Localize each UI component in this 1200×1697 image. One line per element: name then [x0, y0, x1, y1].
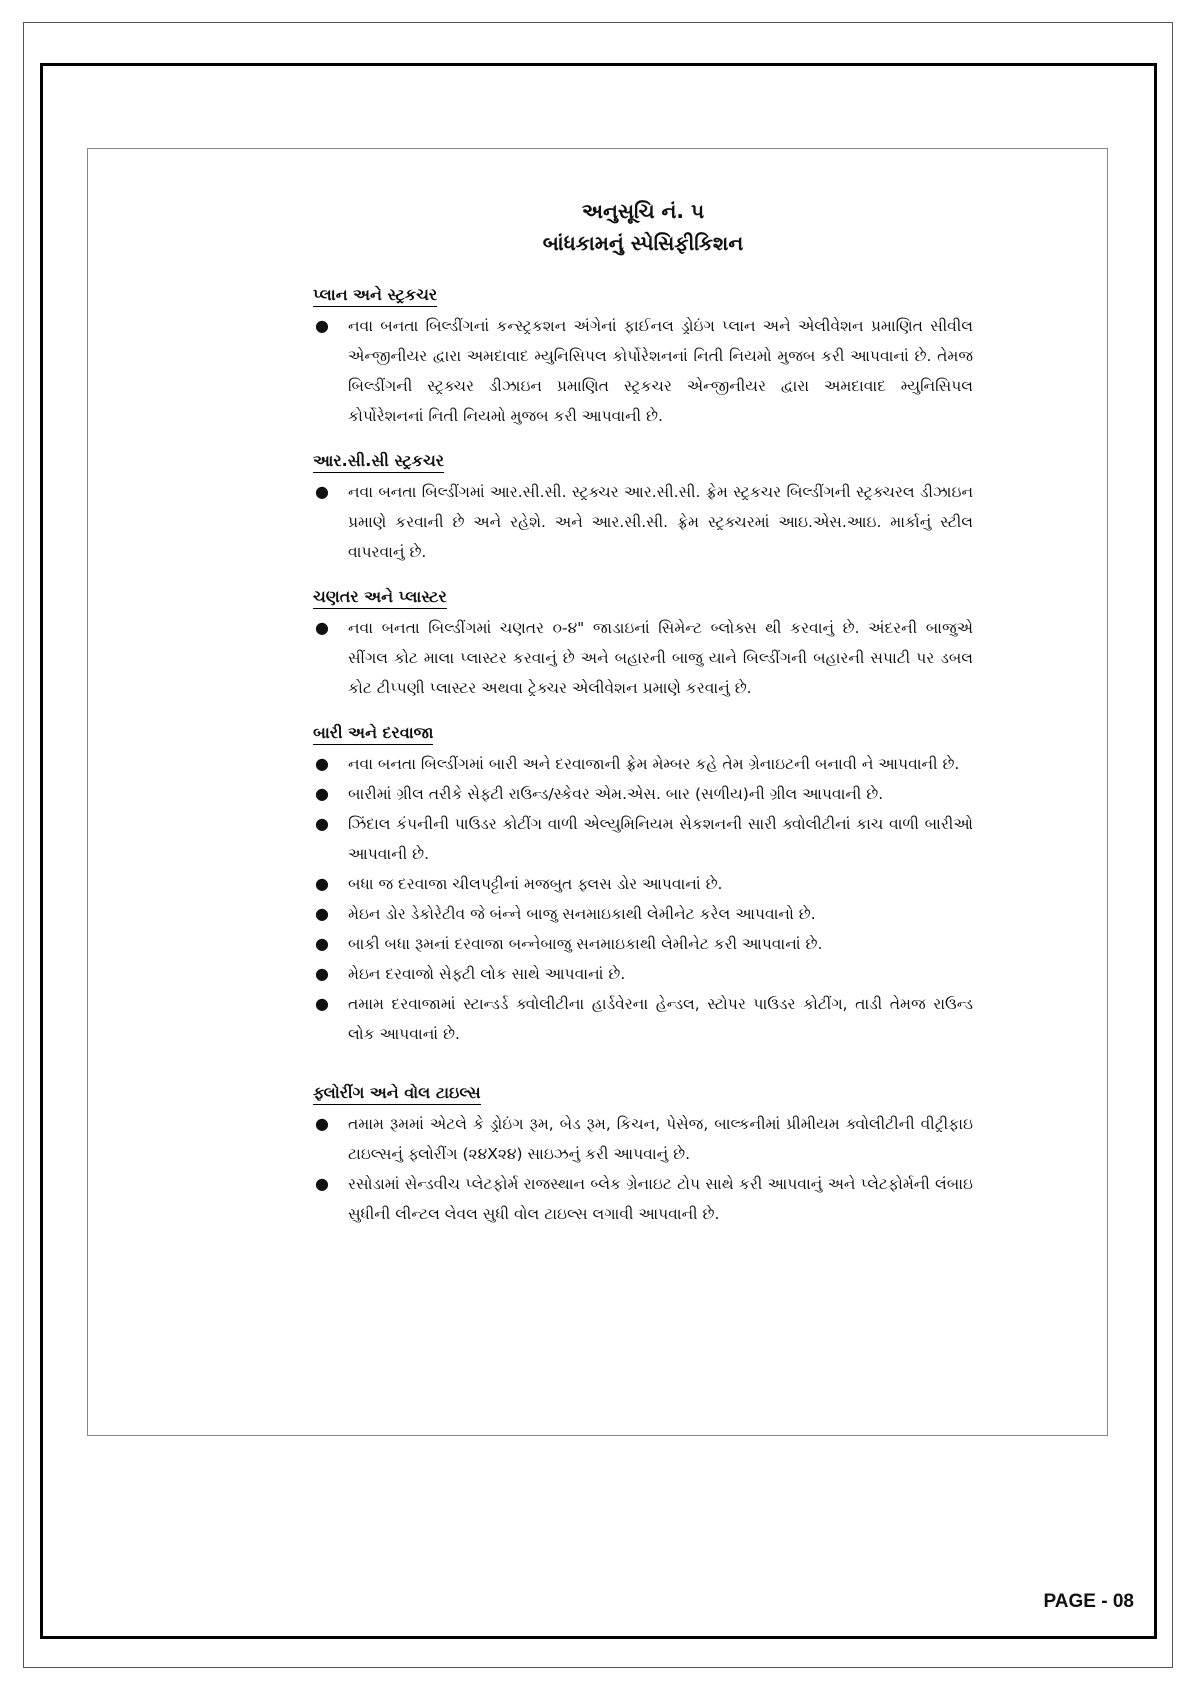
- item-text: તમામ રૂમમાં એટલે કે ડ્રોઇંગ રૂમ, બેડ રૂમ, કિચન, પેસેજ, બાલ્કનીમાં પ્રીમીયમ ક્વોલીટીની વીટ્રીફાઇ ટાઇલ્સનું ફ્લોરીંગ (૨૪X૨૪) સાઇઝનું કરી આપવાનું છે.: [348, 1115, 973, 1163]
- list-item: [313, 1169, 973, 1229]
- section-plan-structure: [313, 285, 973, 431]
- specification-title: બાંધકામનું સ્પેસિફીકિશન: [542, 231, 744, 255]
- bullet-list: [313, 1109, 973, 1229]
- page-number: PAGE - 08: [1043, 1591, 1134, 1612]
- bullet-icon: ●: [315, 814, 329, 833]
- section-heading: ફ્લોરીંગ અને વોલ ટાઇલ્સ: [313, 1083, 481, 1105]
- item-text: બધા જ દરવાજા ચીલપટ્ટીનાં મજબુત ફ્લસ ડોર આપવાનાં છે.: [348, 875, 723, 893]
- schedule-title: અનુસૂચિ નં. ૫: [581, 199, 705, 223]
- bullet-icon: ●: [315, 618, 329, 637]
- list-item: [313, 929, 973, 959]
- bullet-list: [313, 477, 973, 567]
- section-heading: ચણતર અને પ્લાસ્ટર: [313, 587, 447, 609]
- item-text: નવા બનતા બિલ્ડીંગમાં બારી અને દરવાજાની ફ્રેમ મેમ્બર કહે તેમ ગ્રેનાઇટની બનાવી ને આપવાની છે.: [348, 755, 960, 773]
- bullet-icon: ●: [315, 1114, 329, 1133]
- bullet-icon: ●: [315, 754, 329, 773]
- section-heading: બારી અને દરવાજા: [313, 723, 433, 745]
- list-item: [313, 311, 973, 431]
- item-text: ઝિંદાલ કંપનીની પાઉડર કોટીંગ વાળી એલ્યુમિનિયમ સેકશનની સારી ક્વોલીટીનાં કાચ વાળી બારીઓ આપવાની છે.: [348, 815, 973, 863]
- list-item: [313, 899, 973, 929]
- item-text: તમામ દરવાજામાં સ્ટાન્ડર્ડ ક્વોલીટીના હાર્ડવેરના હેન્ડલ, સ્ટોપર પાઉડર કોટીંગ, તાડી તેમજ રાઉન્ડ લોક આપવાનાં છે.: [348, 995, 973, 1043]
- bullet-icon: ●: [315, 964, 329, 983]
- section-flooring-tiles: [313, 1083, 973, 1229]
- item-text: મેઇન દરવાજો સેફ્ટી લોક સાથે આપવાનાં છે.: [348, 965, 626, 983]
- list-item: [313, 477, 973, 567]
- list-item: [313, 809, 973, 869]
- section-heading: આર.સી.સી સ્ટ્રકચર: [313, 451, 444, 473]
- section-masonry-plaster: [313, 587, 973, 703]
- item-text: નવા બનતા બિલ્ડીંગમાં ચણતર ૦-૪" જાડાઇનાં સિમેન્ટ બ્લોક્સ થી કરવાનું છે. અંદરની બાજુએ સીંગલ કોટ માલા પ્લાસ્ટર કરવાનું છે અને બહારની બાજુ યાને બિલ્ડીંગની બહારની સપાટી પર ડબલ કોટ ટીપ્પણી પ્લાસ્ટર અથવા ટ્રેક્ચર એલીવેશન પ્રમાણે કરવાનું છે.: [348, 619, 973, 697]
- bullet-icon: ●: [315, 1174, 329, 1193]
- list-item: [313, 959, 973, 989]
- item-text: નવા બનતા બિલ્ડીંગમાં આર.સી.સી. સ્ટ્રક્ચર આર.સી.સી. ફ્રેમ સ્ટ્રકચર બિલ્ડીંગની સ્ટ્રક્ચરલ ડીઝાઇન પ્રમાણે કરવાની છે અને રહેશે. અને આર.સી.સી. ફ્રેમ સ્ટ્રક્ચરમાં આઇ.એસ.આઇ. માર્કાનું સ્ટીલ વાપરવાનું છે.: [348, 483, 973, 561]
- section-heading: પ્લાન અને સ્ટ્રકચર: [313, 285, 437, 307]
- bullet-list: [313, 311, 973, 431]
- list-item: [313, 1109, 973, 1169]
- item-text: બાકી બધા રૂમનાં દરવાજા બન્નેબાજુ સનમાઇકાથી લેમીનેટ કરી આપવાનાં છે.: [348, 935, 823, 953]
- bullet-icon: ●: [315, 934, 329, 953]
- section-rcc-structure: [313, 451, 973, 567]
- item-text: નવા બનતા બિલ્ડીંગનાં કન્સ્ટ્રકશન અંગેનાં ફાઈનલ ડ્રોઇંગ પ્લાન અને એલીવેશન પ્રમાણિત સીવીલ એન્જીનીયર દ્વારા અમદાવાદ મ્યુનિસિપલ કોર્પોરેશનનાં નિતી નિયમો મુજબ કરી આપવાનાં છે. તેમજ બિલ્ડીંગની સ્ટ્રક્ચર ડીઝાઇન પ્રમાણિત સ્ટ્રકચર એન્જીનીયર દ્વારા અમદાવાદ મ્યુનિસિપલ કોર્પોરેશનનાં નિતી નિયમો મુજબ કરી આપવાની છે.: [348, 317, 973, 425]
- list-item: [313, 749, 973, 779]
- bullet-list: [313, 613, 973, 703]
- bullet-icon: ●: [315, 784, 329, 803]
- bullet-icon: ●: [315, 994, 329, 1013]
- item-text: મેઇન ડોર ડેકોરેટીવ જે બંન્ને બાજુ સનમાઇકાથી લેમીનેટ કરેલ આપવાનો છે.: [348, 905, 816, 923]
- item-text: રસોડામાં સેન્ડવીચ પ્લેટફોર્મ રાજસ્થાન બ્લેક ગ્રેનાઇટ ટોપ સાથે કરી આપવાનું અને પ્લેટફોર્મની લંબાઇ સુધીની લીન્ટલ લેવલ સુધી વોલ ટાઇલ્સ લગાવી આપવાની છે.: [348, 1175, 973, 1223]
- document-content: [313, 195, 973, 1229]
- list-item: [313, 989, 973, 1049]
- list-item: [313, 779, 973, 809]
- section-windows-doors: [313, 723, 973, 1049]
- list-item: [313, 869, 973, 899]
- list-item: [313, 613, 973, 703]
- bullet-list: [313, 749, 973, 1049]
- bullet-icon: ●: [315, 316, 329, 335]
- bullet-icon: ●: [315, 874, 329, 893]
- bullet-icon: ●: [315, 904, 329, 923]
- item-text: બારીમાં ગ્રીલ તરીકે સેફ્ટી રાઉન્ડ/સ્કેવર એમ.એસ. બાર (સળીય)ની ગ્રીલ આપવાની છે.: [348, 785, 884, 803]
- bullet-icon: ●: [315, 482, 329, 501]
